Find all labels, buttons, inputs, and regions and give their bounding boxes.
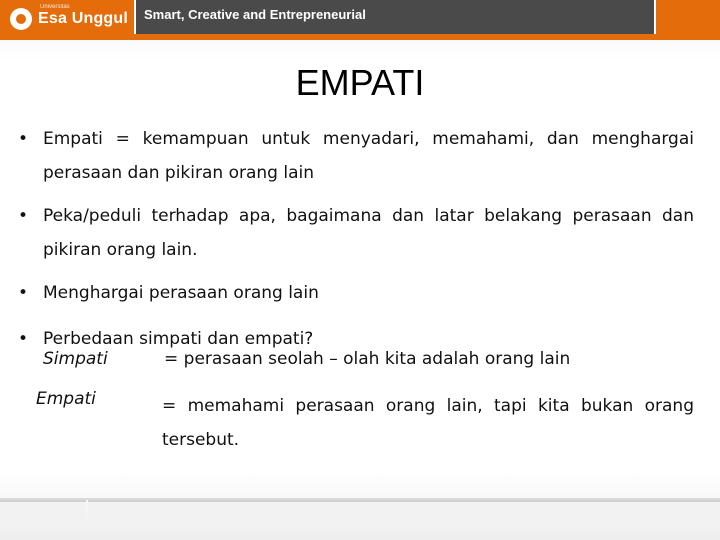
header-right-block xyxy=(658,0,720,40)
bullet-text: Peka/peduli terhadap apa, bagaimana dan latar belakang perasaan dan pikiran orang lain. xyxy=(43,206,694,260)
university-logo xyxy=(0,0,132,38)
footer-left-bar xyxy=(0,500,86,522)
header-band xyxy=(0,0,720,40)
footer-bar xyxy=(88,500,720,526)
bullet-text: Perbedaan simpati dan empati? xyxy=(43,329,314,349)
logo-text: Esa Unggul xyxy=(38,10,129,27)
slide-title xyxy=(0,62,720,106)
bullet-text: Empati = kemampuan untuk menyadari, memahami, dan menghargai perasaan dan pikiran orang lain xyxy=(43,129,694,183)
definition-text-simpati: = perasaan seolah – olah kita adalah orang lain xyxy=(164,349,571,369)
definition-term-empati: Empati xyxy=(36,389,96,409)
bullet-item xyxy=(18,276,694,310)
bullet-list xyxy=(18,122,694,356)
logo-emblem-icon xyxy=(10,8,32,30)
tagline: Smart, Creative and Entrepreneurial xyxy=(144,7,366,22)
logo-subtitle: Universitas xyxy=(40,4,70,10)
bullet-item xyxy=(18,122,694,190)
bullet-item xyxy=(18,199,694,267)
definition-term-simpati: Simpati xyxy=(43,349,108,369)
bullet-dot-icon: • xyxy=(18,206,29,226)
bullet-text: Menghargai perasaan orang lain xyxy=(43,283,319,303)
bullet-dot-icon: • xyxy=(18,283,29,303)
tagline-box xyxy=(134,0,656,34)
bullet-dot-icon: • xyxy=(18,129,29,149)
bullet-dot-icon: • xyxy=(18,329,29,349)
slide-title-text: EMPATI xyxy=(295,62,425,103)
definition-text-empati: = memahami perasaan orang lain, tapi kita bukan orang tersebut. xyxy=(162,396,694,450)
